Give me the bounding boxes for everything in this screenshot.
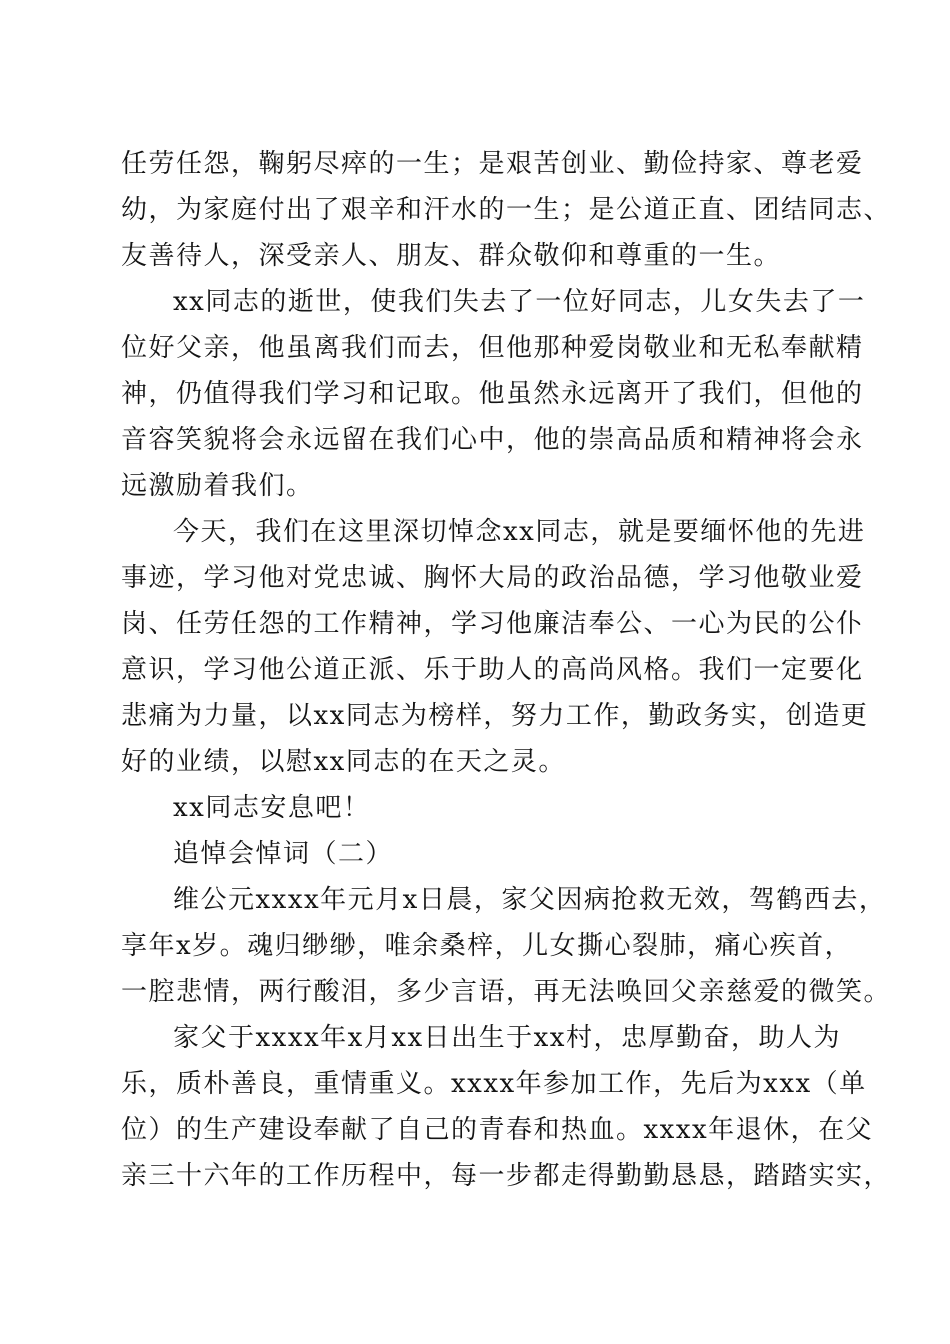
text-line: 事迹，学习他对党忠诚、胸怀大局的政治品德，学习他敬业爱 — [121, 563, 864, 593]
text-line: 音容笑貌将会永远留在我们心中，他的崇高品质和精神将会永 — [121, 425, 864, 455]
document-body — [121, 141, 892, 1199]
text-line: 位）的生产建设奉献了自己的青春和热血。xxxx年退休，在父 — [121, 1115, 874, 1145]
text-line: 一腔悲情，两行酸泪，多少言语，再无法唤回父亲慈爱的微笑。 — [121, 977, 892, 1007]
text-line: 任劳任怨，鞠躬尽瘁的一生；是艰苦创业、勤俭持家、尊老爱 — [121, 149, 864, 179]
text-line: 意识，学习他公道正派、乐于助人的高尚风格。我们一定要化 — [121, 655, 864, 685]
text-line: 追悼会悼词（二） — [173, 839, 394, 869]
text-line: xx同志的逝世，使我们失去了一位好同志，儿女失去了一 — [173, 287, 866, 317]
text-line: 享年x岁。魂归缈缈，唯余桑梓，儿女撕心裂肺，痛心疾首， — [121, 931, 853, 961]
text-line: 好的业绩，以慰xx同志的在天之灵。 — [121, 747, 566, 777]
text-line: xx同志安息吧！ — [173, 793, 371, 823]
text-line: 亲三十六年的工作历程中，每一步都走得勤勤恳恳，踏踏实实， — [121, 1161, 892, 1191]
text-line: 岗、任劳任怨的工作精神，学习他廉洁奉公、一心为民的公仆 — [121, 609, 864, 639]
text-line: 友善待人，深受亲人、朋友、群众敬仰和尊重的一生。 — [121, 241, 782, 271]
text-line: 远激励着我们。 — [121, 471, 314, 501]
text-line: 今天，我们在这里深切悼念xx同志，就是要缅怀他的先进 — [173, 517, 866, 547]
text-line: 悲痛为力量，以xx同志为榜样，努力工作，勤政务实，创造更 — [121, 701, 869, 731]
text-line: 幼，为家庭付出了艰辛和汗水的一生；是公道正直、团结同志、 — [121, 195, 892, 225]
text-line: 维公元xxxx年元月x日晨，家父因病抢救无效，驾鹤西去， — [173, 885, 887, 915]
text-line: 乐，质朴善良，重情重义。xxxx年参加工作，先后为xxx（单 — [121, 1069, 867, 1099]
text-line: 位好父亲，他虽离我们而去，但他那种爱岗敬业和无私奉献精 — [121, 333, 864, 363]
text-line: 家父于xxxx年x月xx日出生于xx村，忠厚勤奋，助人为 — [173, 1023, 841, 1053]
text-line: 神，仍值得我们学习和记取。他虽然永远离开了我们，但他的 — [121, 379, 864, 409]
